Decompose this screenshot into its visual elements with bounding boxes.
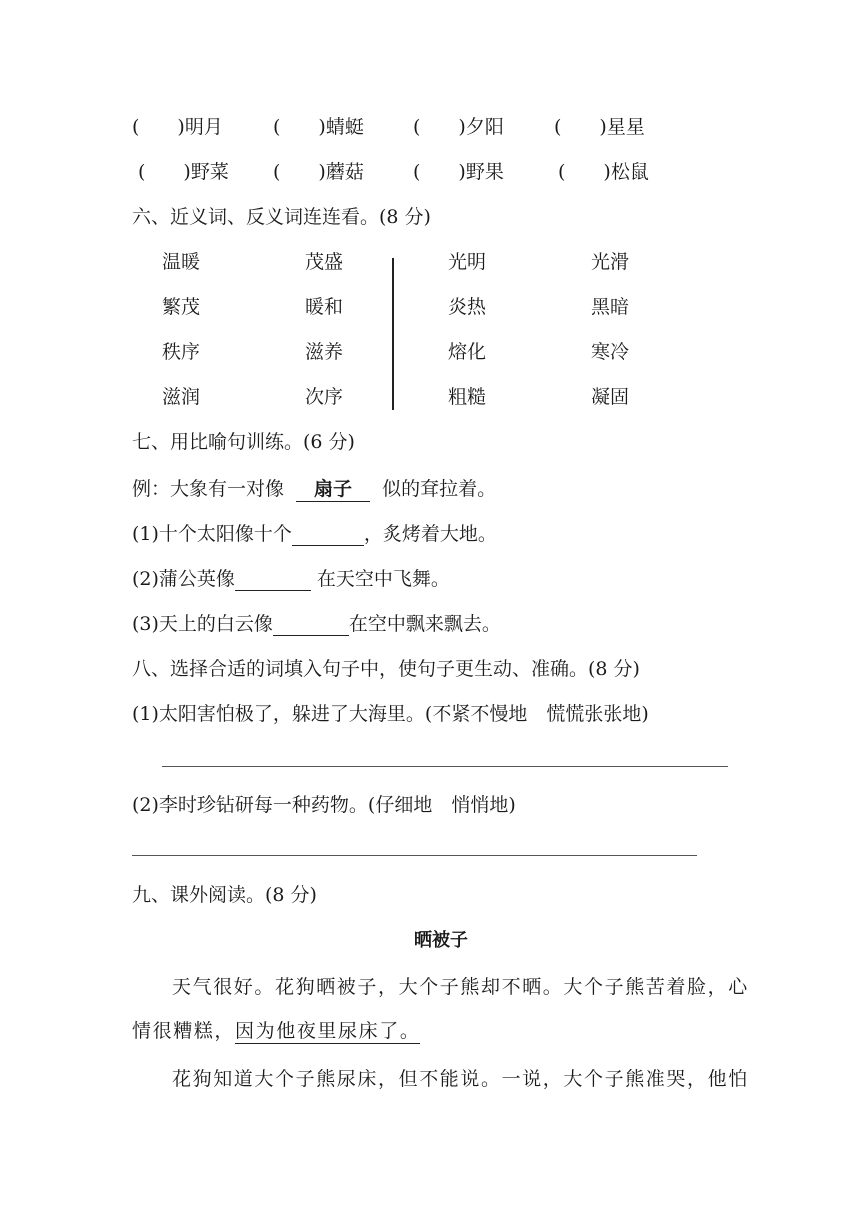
underlined-sentence: 因为他夜里尿床了。 [235,1020,421,1042]
answer-blank[interactable] [292,525,364,546]
story-paragraph-2-line-1: 花狗知道大个子熊尿床，但不能说。一说，大个子熊准哭，他怕 [172,1068,749,1090]
example-answer: 扇子 [314,478,353,500]
word: 滋润 [162,386,201,408]
section8-item-1: (1)太阳害怕极了，躲进了大海里。(不紧不慢地 慌慌张张地) [132,703,649,725]
example-answer-blank [296,477,370,502]
word: 凝固 [591,386,630,408]
fill-item: ( )蘑菇 [273,161,364,183]
section9-title: 九、课外阅读。(8 分) [132,884,317,906]
word: 次序 [305,386,344,408]
word: 炎热 [448,296,487,318]
fill-item: ( )夕阳 [413,116,504,138]
fill-item: ( )松鼠 [558,161,649,183]
section6-title: 六、近义词、反义词连连看。(8 分) [132,206,431,228]
simile-suffix: 在天空中飞舞。 [316,568,450,590]
simile-item-3 [132,612,501,636]
divider-line [392,258,394,410]
word: 熔化 [448,341,487,363]
word: 暖和 [305,296,344,318]
section8-item-2: (2)李时珍钻研每一种药物。(仔细地 悄悄地) [132,794,516,816]
example-suffix: 似的耷拉着。 [382,478,497,500]
example-prefix: 例：大象有一对像 [132,478,285,500]
word: 滋养 [305,341,344,363]
story-paragraph-1-line-2 [132,1016,732,1043]
word: 黑暗 [591,296,630,318]
fill-item: ( )蜻蜓 [273,116,364,138]
word: 秩序 [162,341,201,363]
answer-line[interactable] [162,766,728,767]
simile-item-1 [132,522,497,546]
simile-prefix: (3)天上的白云像 [132,613,273,635]
simile-suffix: 在空中飘来飘去。 [348,613,501,635]
fill-item: ( )星星 [554,116,645,138]
answer-blank[interactable] [273,615,349,636]
word: 温暖 [162,251,201,273]
word: 茂盛 [305,251,344,273]
fill-item: ( )明月 [132,116,223,138]
simile-suffix: ，炙烤着大地。 [363,523,497,545]
word: 繁茂 [162,296,201,318]
section8-title: 八、选择合适的词填入句子中，使句子更生动、准确。(8 分) [132,658,640,680]
word: 寒冷 [591,341,630,363]
fill-item: ( )野果 [413,161,504,183]
example-sentence [132,477,496,502]
simile-prefix: (1)十个太阳像十个 [132,523,292,545]
fill-item: ( )野菜 [138,161,229,183]
story-title: 晒被子 [414,930,468,951]
answer-line[interactable] [132,855,697,856]
section7-title: 七、用比喻句训练。(6 分) [132,431,355,453]
simile-prefix: (2)蒲公英像 [132,568,235,590]
word: 光明 [448,251,487,273]
word: 粗糙 [448,386,487,408]
story-paragraph-1-line-1: 天气很好。花狗晒被子，大个子熊却不晒。大个子熊苦着脸，心 [172,976,749,998]
word: 光滑 [591,251,630,273]
answer-blank[interactable] [235,570,311,591]
story-text: 情很糟糕， [132,1020,236,1042]
simile-item-2 [132,567,450,591]
